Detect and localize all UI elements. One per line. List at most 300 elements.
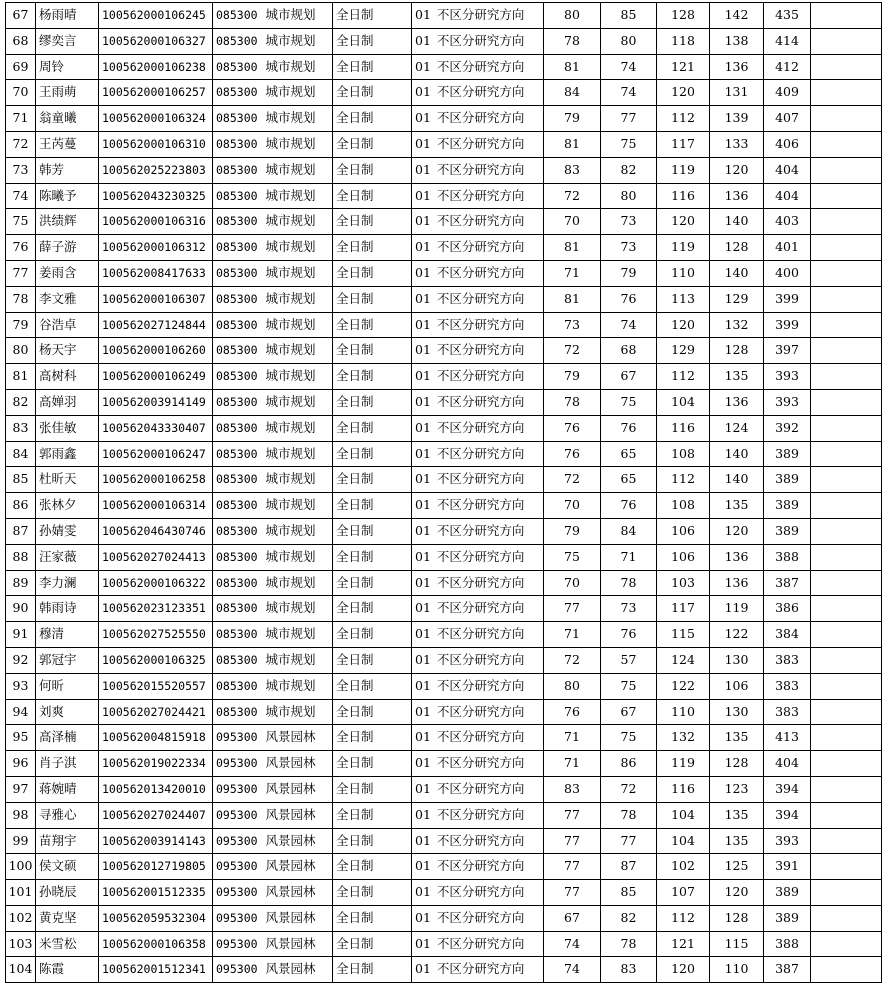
subject1-score-cell: 112: [657, 467, 710, 493]
total-score-cell: 388: [764, 931, 811, 957]
row-index-cell: 68: [6, 28, 36, 54]
research-direction-cell: [412, 905, 544, 931]
exam-id-cell: 100562015520557: [99, 673, 213, 699]
blank-cell: [811, 157, 882, 183]
subject2-score-cell: 138: [710, 28, 764, 54]
table-row: [6, 880, 882, 906]
table-row: [6, 854, 882, 880]
major-cell: [213, 338, 333, 364]
foreign-language-score-cell: 78: [601, 931, 657, 957]
study-mode-cell: 全日制: [333, 80, 412, 106]
study-mode-cell: 全日制: [333, 389, 412, 415]
blank-cell: [811, 673, 882, 699]
major-code: 095300: [216, 910, 258, 925]
blank-cell: [811, 570, 882, 596]
subject2-score-cell: 124: [710, 415, 764, 441]
row-index-cell: 92: [6, 647, 36, 673]
direction-code: 01: [415, 497, 431, 513]
study-mode-cell: 全日制: [333, 622, 412, 648]
direction-code: 01: [415, 161, 431, 177]
subject1-score-cell: 121: [657, 931, 710, 957]
exam-id-cell: 100562023123351: [99, 596, 213, 622]
research-direction-cell: [412, 776, 544, 802]
subject2-score-cell: 130: [710, 647, 764, 673]
direction-name: 不区分研究方向: [436, 574, 525, 590]
subject1-score-cell: 110: [657, 699, 710, 725]
exam-id-cell: 100562027525550: [99, 622, 213, 648]
politics-score-cell: 72: [544, 467, 601, 493]
total-score-cell: 394: [764, 802, 811, 828]
exam-id-cell: 100562001512335: [99, 880, 213, 906]
direction-name: 不区分研究方向: [436, 419, 525, 435]
major-cell: [213, 751, 333, 777]
name-cell: 张林夕: [36, 493, 99, 519]
politics-score-cell: 81: [544, 286, 601, 312]
direction-code: 01: [415, 342, 431, 358]
politics-score-cell: 81: [544, 54, 601, 80]
subject1-score-cell: 121: [657, 54, 710, 80]
row-index-cell: 88: [6, 544, 36, 570]
exam-id-cell: 100562000106258: [99, 467, 213, 493]
research-direction-cell: [412, 209, 544, 235]
major-name: 风景园林: [265, 909, 316, 925]
study-mode-cell: 全日制: [333, 286, 412, 312]
table-row: [6, 183, 882, 209]
foreign-language-score-cell: 72: [601, 776, 657, 802]
politics-score-cell: 74: [544, 931, 601, 957]
subject2-score-cell: 115: [710, 931, 764, 957]
total-score-cell: 404: [764, 157, 811, 183]
major-code: 085300: [216, 291, 258, 306]
major-cell: [213, 673, 333, 699]
major-cell: [213, 647, 333, 673]
subject2-score-cell: 136: [710, 570, 764, 596]
research-direction-cell: [412, 441, 544, 467]
major-name: 城市规划: [265, 522, 316, 538]
subject1-score-cell: 103: [657, 570, 710, 596]
research-direction-cell: [412, 54, 544, 80]
table-row: [6, 54, 882, 80]
table-row: [6, 467, 882, 493]
subject2-score-cell: 140: [710, 467, 764, 493]
exam-id-cell: 100562025223803: [99, 157, 213, 183]
direction-name: 不区分研究方向: [436, 600, 525, 616]
major-name: 城市规划: [265, 161, 316, 177]
subject1-score-cell: 116: [657, 776, 710, 802]
subject1-score-cell: 116: [657, 415, 710, 441]
exam-id-cell: 100562000106238: [99, 54, 213, 80]
blank-cell: [811, 364, 882, 390]
study-mode-cell: 全日制: [333, 673, 412, 699]
row-index-cell: 104: [6, 957, 36, 983]
row-index-cell: 90: [6, 596, 36, 622]
total-score-cell: 393: [764, 389, 811, 415]
row-index-cell: 83: [6, 415, 36, 441]
subject2-score-cell: 140: [710, 441, 764, 467]
major-code: 085300: [216, 33, 258, 48]
subject1-score-cell: 112: [657, 905, 710, 931]
subject2-score-cell: 128: [710, 338, 764, 364]
politics-score-cell: 77: [544, 828, 601, 854]
research-direction-cell: [412, 312, 544, 338]
subject2-score-cell: 142: [710, 3, 764, 29]
direction-code: 01: [415, 677, 431, 693]
research-direction-cell: [412, 957, 544, 983]
direction-name: 不区分研究方向: [436, 858, 525, 874]
study-mode-cell: 全日制: [333, 3, 412, 29]
subject2-score-cell: 120: [710, 518, 764, 544]
major-name: 风景园林: [265, 755, 316, 771]
politics-score-cell: 71: [544, 622, 601, 648]
total-score-cell: 389: [764, 518, 811, 544]
politics-score-cell: 72: [544, 647, 601, 673]
major-name: 风景园林: [265, 806, 316, 822]
major-code: 085300: [216, 420, 258, 435]
major-code: 085300: [216, 627, 258, 642]
study-mode-cell: 全日制: [333, 364, 412, 390]
blank-cell: [811, 389, 882, 415]
major-code: 085300: [216, 498, 258, 513]
name-cell: 缪奕言: [36, 28, 99, 54]
table-row: [6, 905, 882, 931]
direction-code: 01: [415, 471, 431, 487]
major-code: 085300: [216, 678, 258, 693]
study-mode-cell: 全日制: [333, 415, 412, 441]
subject1-score-cell: 102: [657, 854, 710, 880]
major-name: 风景园林: [265, 858, 316, 874]
major-name: 城市规划: [265, 290, 316, 306]
name-cell: 陈曦予: [36, 183, 99, 209]
blank-cell: [811, 415, 882, 441]
study-mode-cell: 全日制: [333, 131, 412, 157]
politics-score-cell: 81: [544, 235, 601, 261]
blank-cell: [811, 544, 882, 570]
subject2-score-cell: 136: [710, 54, 764, 80]
politics-score-cell: 71: [544, 751, 601, 777]
blank-cell: [811, 131, 882, 157]
table-row: [6, 312, 882, 338]
foreign-language-score-cell: 73: [601, 235, 657, 261]
exam-id-cell: 100562004815918: [99, 725, 213, 751]
total-score-cell: 393: [764, 364, 811, 390]
politics-score-cell: 80: [544, 3, 601, 29]
major-name: 风景园林: [265, 884, 316, 900]
major-code: 085300: [216, 369, 258, 384]
table-row: [6, 570, 882, 596]
name-cell: 何昕: [36, 673, 99, 699]
foreign-language-score-cell: 83: [601, 957, 657, 983]
research-direction-cell: [412, 80, 544, 106]
exam-id-cell: 100562027024421: [99, 699, 213, 725]
table-row: [6, 647, 882, 673]
study-mode-cell: 全日制: [333, 802, 412, 828]
politics-score-cell: 77: [544, 854, 601, 880]
table-row: [6, 80, 882, 106]
direction-code: 01: [415, 445, 431, 461]
direction-name: 不区分研究方向: [436, 780, 525, 796]
study-mode-cell: 全日制: [333, 312, 412, 338]
row-index-cell: 70: [6, 80, 36, 106]
research-direction-cell: [412, 544, 544, 570]
row-index-cell: 96: [6, 751, 36, 777]
major-name: 城市规划: [265, 187, 316, 203]
total-score-cell: 387: [764, 570, 811, 596]
table-row: [6, 441, 882, 467]
total-score-cell: 383: [764, 673, 811, 699]
study-mode-cell: 全日制: [333, 467, 412, 493]
politics-score-cell: 67: [544, 905, 601, 931]
table-row: [6, 493, 882, 519]
total-score-cell: 388: [764, 544, 811, 570]
name-cell: 李文雅: [36, 286, 99, 312]
research-direction-cell: [412, 570, 544, 596]
blank-cell: [811, 957, 882, 983]
exam-id-cell: 100562000106310: [99, 131, 213, 157]
total-score-cell: 407: [764, 106, 811, 132]
politics-score-cell: 79: [544, 518, 601, 544]
foreign-language-score-cell: 80: [601, 183, 657, 209]
exam-id-cell: 100562027024407: [99, 802, 213, 828]
subject2-score-cell: 136: [710, 544, 764, 570]
direction-code: 01: [415, 110, 431, 126]
major-name: 风景园林: [265, 961, 316, 977]
name-cell: 汪家薇: [36, 544, 99, 570]
subject1-score-cell: 119: [657, 235, 710, 261]
subject2-score-cell: 128: [710, 235, 764, 261]
politics-score-cell: 84: [544, 80, 601, 106]
name-cell: 张佳敏: [36, 415, 99, 441]
study-mode-cell: 全日制: [333, 647, 412, 673]
total-score-cell: 389: [764, 467, 811, 493]
subject1-score-cell: 120: [657, 80, 710, 106]
direction-code: 01: [415, 239, 431, 255]
exam-id-cell: 100562003914149: [99, 389, 213, 415]
major-name: 城市规划: [265, 677, 316, 693]
direction-code: 01: [415, 626, 431, 642]
major-name: 城市规划: [265, 445, 316, 461]
major-cell: [213, 131, 333, 157]
major-code: 095300: [216, 833, 258, 848]
direction-name: 不区分研究方向: [436, 368, 525, 384]
major-cell: [213, 441, 333, 467]
table-row: [6, 364, 882, 390]
table-row: [6, 415, 882, 441]
direction-code: 01: [415, 419, 431, 435]
blank-cell: [811, 28, 882, 54]
research-direction-cell: [412, 106, 544, 132]
direction-name: 不区分研究方向: [436, 497, 525, 513]
table-row: [6, 260, 882, 286]
subject1-score-cell: 128: [657, 3, 710, 29]
exam-id-cell: 100562000106312: [99, 235, 213, 261]
major-cell: [213, 106, 333, 132]
name-cell: 杨天宇: [36, 338, 99, 364]
subject2-score-cell: 139: [710, 106, 764, 132]
major-cell: [213, 312, 333, 338]
blank-cell: [811, 183, 882, 209]
research-direction-cell: [412, 751, 544, 777]
major-code: 085300: [216, 472, 258, 487]
major-cell: [213, 854, 333, 880]
politics-score-cell: 83: [544, 157, 601, 183]
major-cell: [213, 596, 333, 622]
total-score-cell: 389: [764, 905, 811, 931]
exam-id-cell: 100562000106314: [99, 493, 213, 519]
major-code: 095300: [216, 807, 258, 822]
total-score-cell: 400: [764, 260, 811, 286]
blank-cell: [811, 725, 882, 751]
blank-cell: [811, 518, 882, 544]
major-code: 085300: [216, 214, 258, 229]
major-code: 095300: [216, 962, 258, 977]
subject1-score-cell: 106: [657, 544, 710, 570]
total-score-cell: 399: [764, 312, 811, 338]
major-name: 城市规划: [265, 7, 316, 22]
total-score-cell: 399: [764, 286, 811, 312]
direction-name: 不区分研究方向: [436, 703, 525, 719]
total-score-cell: 389: [764, 880, 811, 906]
exam-id-cell: 100562000106247: [99, 441, 213, 467]
exam-id-cell: 100562001512341: [99, 957, 213, 983]
exam-id-cell: 100562000106245: [99, 3, 213, 29]
research-direction-cell: [412, 235, 544, 261]
subject1-score-cell: 117: [657, 596, 710, 622]
exam-id-cell: 100562012719805: [99, 854, 213, 880]
table-row: [6, 544, 882, 570]
major-cell: [213, 931, 333, 957]
table-row: [6, 235, 882, 261]
major-code: 085300: [216, 601, 258, 616]
major-cell: [213, 389, 333, 415]
table-row: [6, 622, 882, 648]
name-cell: 郭冠宇: [36, 647, 99, 673]
subject2-score-cell: 128: [710, 751, 764, 777]
politics-score-cell: 72: [544, 183, 601, 209]
foreign-language-score-cell: 85: [601, 3, 657, 29]
major-name: 城市规划: [265, 264, 316, 280]
foreign-language-score-cell: 74: [601, 54, 657, 80]
foreign-language-score-cell: 57: [601, 647, 657, 673]
major-cell: [213, 544, 333, 570]
research-direction-cell: [412, 415, 544, 441]
major-cell: [213, 415, 333, 441]
study-mode-cell: 全日制: [333, 931, 412, 957]
table-row: [6, 286, 882, 312]
total-score-cell: 435: [764, 3, 811, 29]
subject1-score-cell: 108: [657, 493, 710, 519]
foreign-language-score-cell: 75: [601, 389, 657, 415]
exam-id-cell: 100562008417633: [99, 260, 213, 286]
table-row: [6, 338, 882, 364]
major-cell: [213, 157, 333, 183]
direction-code: 01: [415, 58, 431, 74]
foreign-language-score-cell: 74: [601, 80, 657, 106]
name-cell: 杜昕天: [36, 467, 99, 493]
subject1-score-cell: 119: [657, 157, 710, 183]
research-direction-cell: [412, 157, 544, 183]
politics-score-cell: 78: [544, 389, 601, 415]
row-index-cell: 69: [6, 54, 36, 80]
exam-id-cell: 100562003914143: [99, 828, 213, 854]
table-row: [6, 28, 882, 54]
exam-id-cell: 100562027124844: [99, 312, 213, 338]
major-name: 城市规划: [265, 497, 316, 513]
subject2-score-cell: 135: [710, 493, 764, 519]
major-code: 085300: [216, 549, 258, 564]
major-cell: [213, 260, 333, 286]
research-direction-cell: [412, 802, 544, 828]
research-direction-cell: [412, 3, 544, 29]
study-mode-cell: 全日制: [333, 28, 412, 54]
foreign-language-score-cell: 77: [601, 828, 657, 854]
subject2-score-cell: 133: [710, 131, 764, 157]
name-cell: 刘爽: [36, 699, 99, 725]
subject1-score-cell: 110: [657, 260, 710, 286]
direction-name: 不区分研究方向: [436, 110, 525, 126]
major-name: 城市规划: [265, 239, 316, 255]
direction-code: 01: [415, 548, 431, 564]
total-score-cell: 401: [764, 235, 811, 261]
direction-code: 01: [415, 651, 431, 667]
table-row: [6, 828, 882, 854]
major-code: 085300: [216, 575, 258, 590]
research-direction-cell: [412, 622, 544, 648]
major-code: 085300: [216, 652, 258, 667]
direction-code: 01: [415, 574, 431, 590]
subject2-score-cell: 131: [710, 80, 764, 106]
direction-code: 01: [415, 84, 431, 100]
name-cell: 王雨萌: [36, 80, 99, 106]
foreign-language-score-cell: 75: [601, 673, 657, 699]
total-score-cell: 412: [764, 54, 811, 80]
foreign-language-score-cell: 76: [601, 622, 657, 648]
major-code: 085300: [216, 394, 258, 409]
subject1-score-cell: 116: [657, 183, 710, 209]
table-row: [6, 776, 882, 802]
research-direction-cell: [412, 493, 544, 519]
major-name: 风景园林: [265, 780, 316, 796]
major-name: 城市规划: [265, 32, 316, 48]
study-mode-cell: 全日制: [333, 880, 412, 906]
exam-id-cell: 100562000106325: [99, 647, 213, 673]
name-cell: 侯文硕: [36, 854, 99, 880]
name-cell: 高泽楠: [36, 725, 99, 751]
major-cell: [213, 28, 333, 54]
direction-name: 不区分研究方向: [436, 755, 525, 771]
foreign-language-score-cell: 74: [601, 312, 657, 338]
foreign-language-score-cell: 67: [601, 364, 657, 390]
study-mode-cell: 全日制: [333, 725, 412, 751]
direction-code: 01: [415, 703, 431, 719]
major-code: 095300: [216, 781, 258, 796]
direction-name: 不区分研究方向: [436, 884, 525, 900]
major-code: 085300: [216, 704, 258, 719]
direction-code: 01: [415, 755, 431, 771]
politics-score-cell: 71: [544, 725, 601, 751]
blank-cell: [811, 286, 882, 312]
major-cell: [213, 493, 333, 519]
major-cell: [213, 54, 333, 80]
table-row: [6, 131, 882, 157]
direction-code: 01: [415, 264, 431, 280]
name-cell: 王芮蔓: [36, 131, 99, 157]
total-score-cell: 389: [764, 493, 811, 519]
blank-cell: [811, 931, 882, 957]
direction-name: 不区分研究方向: [436, 393, 525, 409]
total-score-cell: 413: [764, 725, 811, 751]
subject2-score-cell: 135: [710, 364, 764, 390]
name-cell: 孙晓辰: [36, 880, 99, 906]
